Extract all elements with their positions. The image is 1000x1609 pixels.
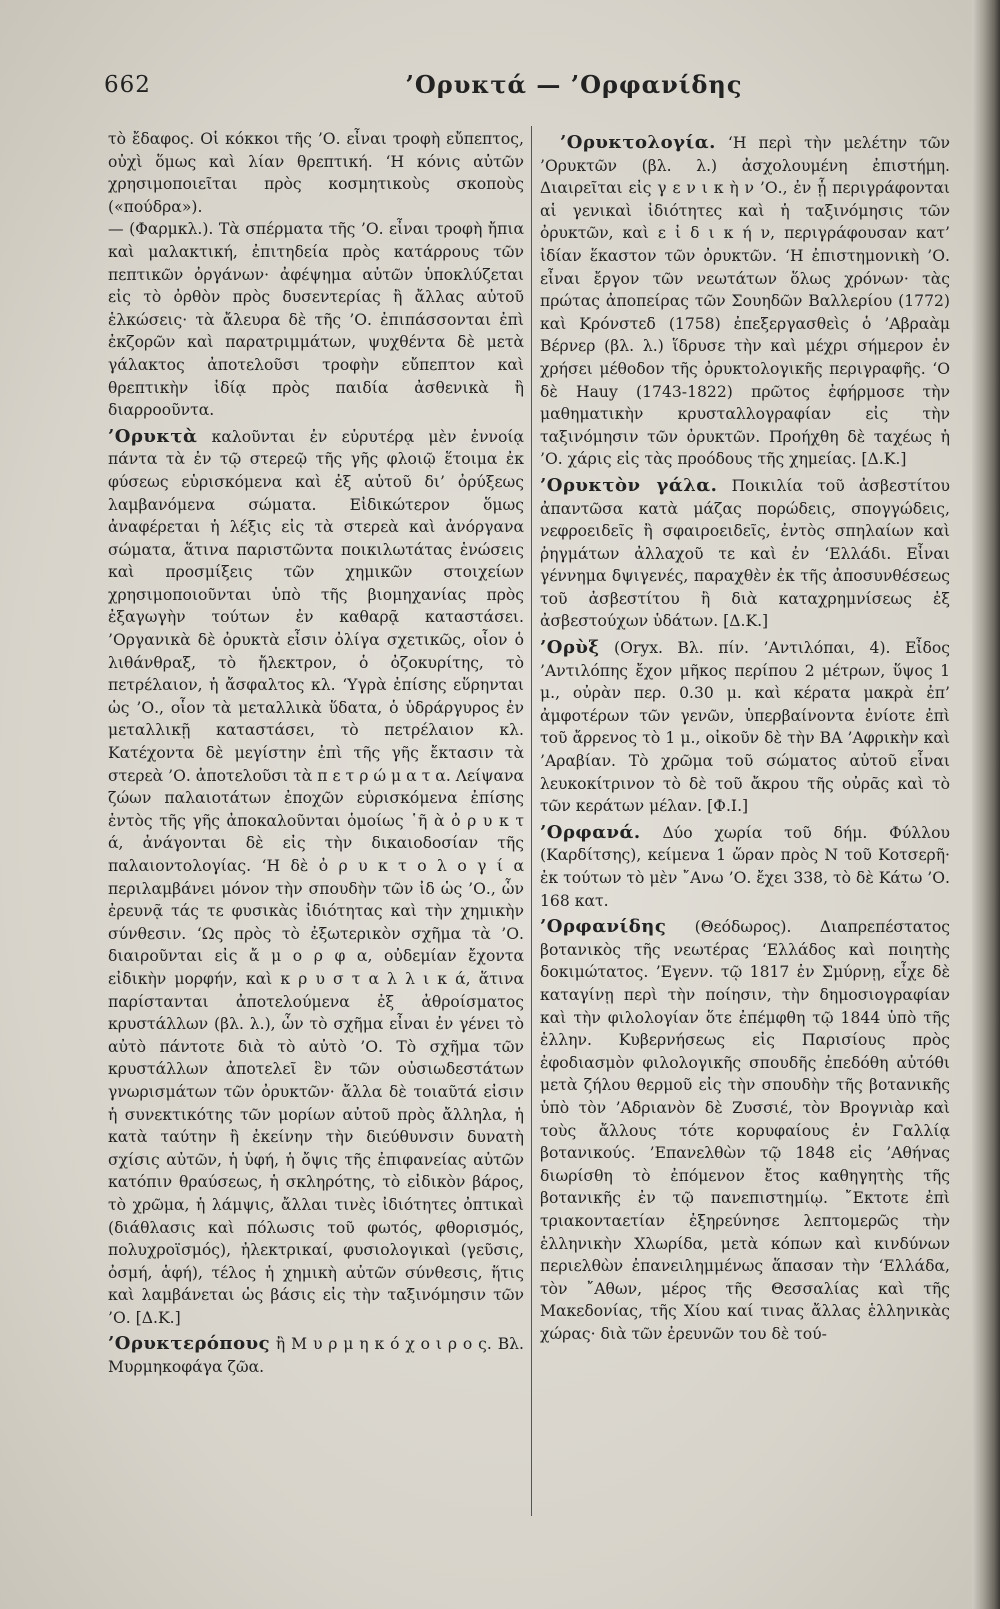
entry-body: ἢ Μ υ ρ μ η κ ό χ ο ι ρ ο ς. Βλ. Μυρμηκοφάγα ζῶα. — [108, 1335, 524, 1377]
running-head: ’Ορυκτά — ’Ορφανίδης — [405, 70, 743, 99]
paragraph-continuation: τὸ ἔδαφος. Οἱ κόκκοι τῆς ’Ο. εἶναι τροφὴ εὔπεπτος, οὐχὶ ὅμως καὶ λίαν θρεπτική. ‘Η κόνις αὐτῶν χρησιμοποιεῖται πρὸς κοσμητικοὺς σκοποὺς («πούδρα»). — [108, 130, 524, 216]
entry-oryKta — [108, 426, 524, 1330]
entry-oryktologia — [540, 132, 950, 471]
page-number: 662 — [104, 72, 151, 98]
entry-orykton-gala — [540, 475, 950, 633]
entry-body: ‘Η περὶ τὴν μελέτην τῶν ’Ορυκτῶν (βλ. λ.) ἀσχολουμένη ἐπιστήμη. Διαιρεῖται εἰς γ ε ν ι κ ὴ ν ’Ο., ἐν ᾗ περιγράφονται αἱ γενικαὶ ἰδιότητες καὶ ἡ ταξινόμησις τῶν ὀρυκτῶν, καὶ ε ἰ δ ι κ ή ν, περιγράφουσαν κατ’ ἰδίαν ἕκαστον τῶν ὀρυκτῶν. ‘Η ἐπιστημονικὴ ’Ο. εἶναι ἔργον τῶν νεωτάτων ὅλως χρόνων· τὰς πρώτας ἀποπείρας τῶν Σουηδῶν Βαλλερίου (1772) καὶ Κρόνστεδ (1758) ἐπεξεργασθεὶς ὁ ’Αβραὰμ Βέρνερ (βλ. λ.) ἵδρυσε τὴν καὶ μέχρι σήμερον ἐν χρήσει μέθοδον τῆς ὀρυκτολογικῆς περιγραφῆς. ‘Ο δὲ Hauy (1743-1822) πρῶτος ἐφήρμοσε τὴν μαθηματικὴν κρυσταλλογραφίαν εἰς τὴν ταξινόμησιν τῶν ὀρυκτῶν. Προήχθη δὲ ταχέως ἡ ’Ο. χάρις εἰς τὰς προόδους τῆς χημείας. [Δ.Κ.] — [540, 134, 950, 469]
entry-body: Ποικιλία τοῦ ἀσβεστίτου ἀπαντῶσα κατὰ μάζας πορώδεις, σπογγώδεις, νεφροειδεῖς ἢ σφαιροειδεῖς, ἐντὸς σπηλαίων καὶ ῥηγμάτων ἀλλαχοῦ τε καὶ ἐν ‘Ελλάδι. Εἶναι γέννημα δψιγενές, παραχθὲν ἐκ τῆς ἀποσυνθέσεως τοῦ ἀσβεστίτου ἢ διὰ καταχρημνίσεως ἐξ ἀσβεστούχων ὑδάτων. [Δ.Κ.] — [540, 476, 950, 631]
headword: ’Ορφανά. — [540, 821, 641, 843]
left-column — [108, 128, 524, 1379]
entry-orfana — [540, 822, 950, 912]
entry-oryKteropous — [108, 1333, 524, 1378]
headword: ’Ορυκτολογία. — [560, 132, 716, 153]
headword: ’Ορυκτὸν γάλα. — [540, 474, 718, 496]
right-column — [540, 128, 950, 1345]
entry-oryx — [540, 637, 950, 818]
paragraph-pharmacology: — (Φαρμκλ.). Τὰ σπέρματα τῆς ’Ο. εἶναι τροφὴ ἤπια καὶ μαλακτική, ἐπιτηδεία πρὸς κατάρρους τῶν πεπτικῶν ὀργάνων· ἀφέψημα αὐτῶν ὑποκλύζεται εἰς τὸ ὀρθὸν πρὸς δυσεντερίας ἢ ἄλλας αὐτοῦ ἑλκώσεις· τὰ ἄλευρα δὲ τῆς ’Ο. ἐπιπάσσονται ἐπὶ ἐκζορῶν καὶ παρατριμμάτων, ψυχθέντα δὲ μετὰ γάλακτος ἀποτελοῦσι τροφὴν εὔπεπτον καὶ θρεπτικὴν ἰδίᾳ πρὸς παιδία ἀσθενικὰ ἢ διαρροοῦντα. — [108, 220, 524, 420]
entry-body: Δύο χωρία τοῦ δήμ. Φύλλου (Καρδίτσης), κείμενα 1 ὥραν πρὸς Ν τοῦ Κοτσερῆ· ἐκ τούτων τὸ μὲν ῎Ανω ’Ο. ἔχει 338, τὸ δὲ Κάτω ’Ο. 168 κατ. — [540, 823, 950, 910]
entry-orfanidis — [540, 916, 950, 1345]
entry-body: (Θεόδωρος). Διαπρεπέστατος βοτανικὸς τῆς νεωτέρας ‘Ελλάδος καὶ ποιητὴς δοκιμώτατος. ’Εγενν. τῷ 1817 ἐν Σμύρνῃ, εἶχε δὲ καταγίνῃ περὶ τὴν ποίησιν, τὴν δημοσιογραφίαν καὶ τὴν φιλολογίαν ὅτε ἐπέμφθη τῷ 1844 ὑπὸ τῆς ἑλλην. Κυβερνήσεως εἰς Παρισίους πρὸς ἐφοδιασμὸν φιλολογικῆς σπουδῆς ἐπεδόθη αὐτόθι μετὰ ζήλου θερμοῦ εἰς τὴν σπουδὴν τῆς βοτανικῆς ὑπὸ τὸν ’Αδριανὸν δὲ Ζυσσιέ, τὸν Βρογνιὰρ καὶ τοὺς ἄλλους τότε κορυφαίους ἐν Γαλλίᾳ βοτανικούς. ’Επανελθὼν τῷ 1848 εἰς ’Αθήνας διωρίσθη τὸ ἐπόμενον ἔτος καθηγητὴς τῆς βοτανικῆς ἐν τῷ πανεπιστημίῳ. ῎Εκτοτε ἐπὶ τριακονταετίαν ἐξηρεύνησε λεπτομερῶς τὴν ἑλληνικὴν Χλωρίδα, μετὰ κόπων καὶ κινδύνων περιελθὼν ἐπανειλημμένως ἅπασαν τὴν ‘Ελλάδα, τὸν ῎Αθων, μέρος τῆς Θεσσαλίας καὶ τῆς Μακεδονίας, τῆς Χίου καί τινας ἄλλας ἑλληνικὰς χώρας· διὰ τῶν ἐρευνῶν του δὲ τού- — [540, 918, 950, 1343]
headword: ’Ορυκτὰ — [108, 425, 198, 447]
entry-body: (Oryx. Βλ. πίν. ’Αντιλόπαι, 4). Εἶδος ’Αντιλόπης ἔχον μῆκος περίπου 2 μέτρων, ὕψος 1 μ., οὐρὰν περ. 0.30 μ. καὶ κέρατα μακρὰ ἐπ’ ἀμφοτέρων τῶν γενῶν, ὑπερβαίνοντα ἐνίοτε ἐπὶ τοῦ ἄρρενος τὸ 1 μ., οἰκοῦν δὲ τὴν ΒΑ ’Αφρικὴν καὶ ’Αραβίαν. Τὸ χρῶμα τοῦ σώματος αὐτοῦ εἶναι λευκοκίτρινον τὸ δὲ τοῦ ἄκρου τῆς οὐρᾶς καὶ τὸ τῶν κεράτων μέλαν. [Φ.Ι.] — [540, 639, 950, 816]
headword: ’Ορφανίδης — [540, 916, 667, 938]
headword: ’Ορυκτερόπους — [108, 1333, 271, 1355]
page-binding-shadow — [972, 0, 1000, 1609]
headword: ’Ορὺξ — [540, 637, 600, 659]
column-rule — [531, 126, 532, 1516]
entry-body: καλοῦνται ἐν εὐρυτέρᾳ μὲν ἐννοίᾳ πάντα τὰ ἐν τῷ στερεῷ τῆς γῆς φλοιῷ ἕτοιμα ἐκ φύσεως εὑρισκόμενα καὶ ἐξ αὐτοῦ δι’ ὀρύξεως λαμβανόμενα σώματα. Εἰδικώτερον ὅμως ἀναφέρεται ἡ λέξις εἰς τὰ στερεὰ καὶ ἀνόργανα σώματα, ἅτινα παριστῶντα ποικιλωτάτας ἑνώσεις καὶ προσμίξεις τῶν χημικῶν στοιχείων χρησιμοποιοῦνται ὑπὸ τῆς βιομηχανίας πρὸς ἐξαγωγὴν τούτων ἐν καθαρᾷ καταστάσει. ’Οργανικὰ δὲ ὀρυκτὰ εἶσιν ὀλίγα σχετικῶς, οἷον ὁ λιθάνθραξ, τὸ ἤλεκτρον, ὁ ὀζοκυρίτης, τὸ πετρέλαιον, ἡ ἄσφαλτος κλ. ‘Υγρὰ ἐπίσης εὕρηνται ὡς ’Ο., οἷον τὰ μεταλλικὰ ὕδατα, ὁ ὑδράργυρος ἐν μεταλλικῇ καταστάσει, τὸ πετρέλαιον κλ. Κατέχοντα δὲ μεγίστην ἐπὶ τῆς γῆς ἔκτασιν τὰ στερεὰ ’Ο. ἀποτελοῦσι τὰ π ε τ ρ ώ μ α τ α. Λείψανα ζώων παλαιοτάτων ἐποχῶν εὑρισκόμενα ἐπίσης ἐντὸς τῆς γῆς ἀποκαλοῦνται ὁμοίως ῾ῆ ὰ ὀ ρ υ κ τ ά, ἀνάγονται δὲ εἰς τὴν δικαιοδοσίαν τῆς παλαιοντολογίας. ‘Η δὲ ὀ ρ υ κ τ ο λ ο γ ί α περιλαμβάνει μόνον τὴν σπουδὴν τῶν ἰδ ὡς ’Ο., ὧν ἐρευνᾷ τάς τε φυσικὰς ἰδιότητας καὶ τὴν χημικὴν σύνθεσιν. ‘Ως πρὸς τὸ ἐξωτερικὸν σχῆμα τὰ ’Ο. διαιροῦνται εἰς ἄ μ ο ρ φ α, οὐδεμίαν ἔχοντα εἰδικὴν μορφήν, καὶ κ ρ υ σ τ α λ λ ι κ ά, ἅτινα παρίστανται ἀποτελούμενα ἐξ ἀθροίσματος κρυστάλλων (βλ. λ.), ὧν τὸ σχῆμα εἶναι ἐν γένει τὸ αὐτὸ πάντοτε διὰ τὸ αὐτὸ ’Ο. Τὸ σχῆμα τῶν κρυστάλλων ἀποτελεῖ ἓν τῶν οὐσιωδεστάτων γνωρισμάτων τῶν ὀρυκτῶν· ἄλλα δὲ τοιαῦτά εἰσιν ἡ συνεκτικότης τῶν μορίων αὐτοῦ πρὸς ἄλληλα, ἡ κατὰ ταύτην ἢ ἐκείνην τὴν διεύθυνσιν δυνατὴ σχίσις αὐτῶν, ἡ ὑφή, ἡ ὄψις τῆς ἐπιφανείας αὐτῶν κατόπιν θραύσεως, ἡ σκληρότης, τὸ εἰδικὸν βάρος, τὸ χρῶμα, ἡ λάμψις, ἄλλαι τινὲς ἰδιότητες ὀπτικαὶ (διάθλασις καὶ πόλωσις τοῦ φωτός, φθορισμός, πολυχροϊσμός), ἠλεκτρικαί, φυσιολογικαὶ (γεῦσις, ὀσμή, ἁφή), τέλος ἡ χημικὴ αὐτῶν σύνθεσις, ἥτις καὶ λαμβάνεται ὡς βάσις εἰς τὴν ταξινόμησιν τῶν ’Ο. [Δ.Κ.] — [108, 427, 524, 1327]
page-header — [104, 70, 954, 110]
